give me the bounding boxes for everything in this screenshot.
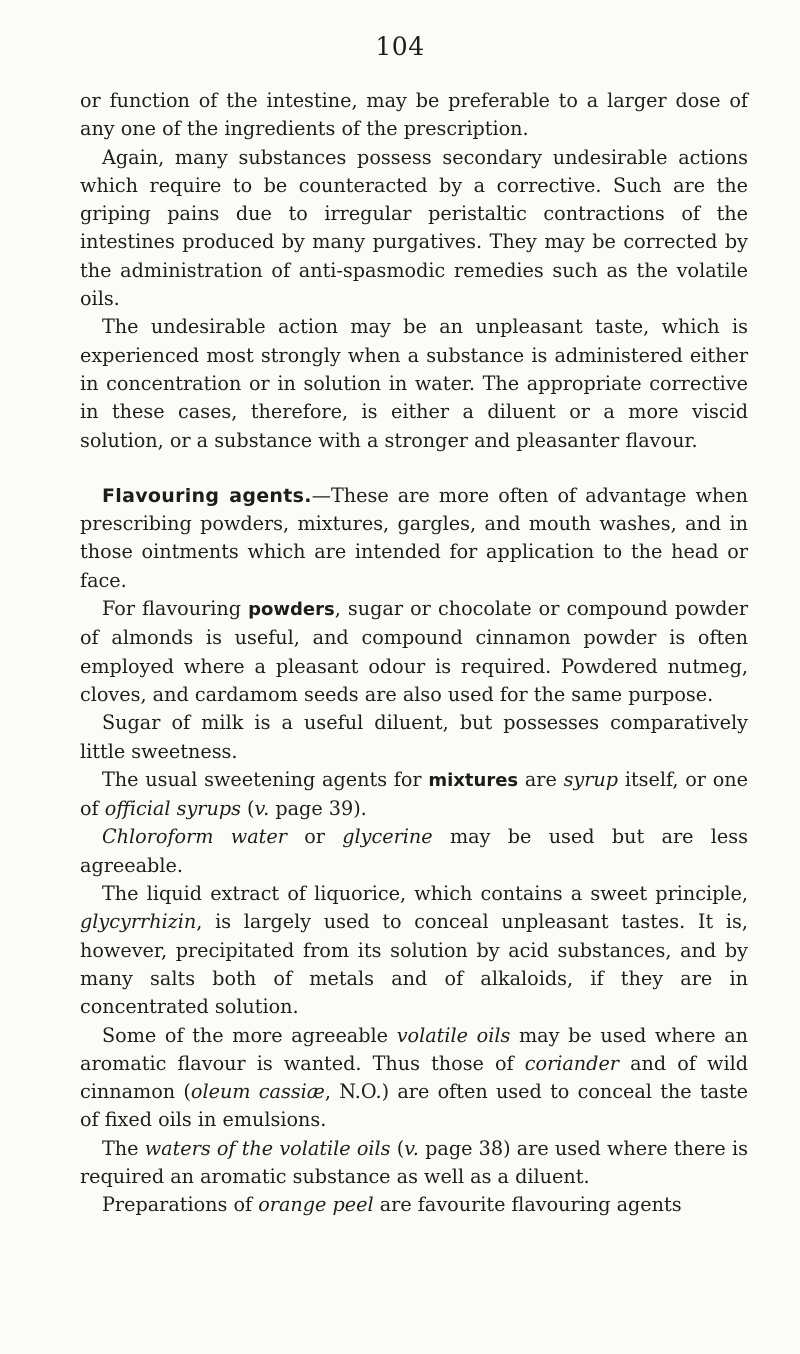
text-run: are favourite flavouring agents [373,1193,682,1217]
italic-term: v. [254,797,270,821]
paragraph-3: The undesirable action may be an unpleasant taste, which is experienced most strongly when a substance is administered either in concentration or in solution in water. The appropriate corrective in these cases, therefore, is either a diluent or a more viscid solution, or a substance with a stronger and pleasanter flavour. [80,315,748,452]
body-text [80,87,748,1220]
italic-term: glycyrrhizin [80,910,197,934]
italic-term: waters of the volatile oils [144,1136,391,1160]
text-run: itself, or one of [80,767,748,821]
italic-term: glycerine [342,825,433,849]
paragraph-orange-peel [80,1191,748,1219]
italic-term: oleum cassiæ [190,1080,325,1104]
text-run: may be used where an aromatic flavour is wanted. Thus those of [80,1023,749,1075]
keyword-mixtures: mixtures [428,769,519,791]
text-run: , sugar or chocolate or compound powder of almonds is useful, and compound cinnamon powder is often employed where a pleasant odour is required. Powdered nutmeg, cloves, and cardamom seeds are also used for the same purpose. [80,597,748,706]
italic-term: Chloroform water [102,825,287,849]
text-run: and of wild cinnamon ( [80,1051,749,1104]
text-run: are [518,767,564,791]
text-run: Some of the more agreeable [102,1023,397,1047]
paragraph-1: or function of the intestine, may be preferable to a larger dose of any one of the ingredients of the prescription. [80,89,748,141]
paragraph-liquorice [80,880,748,1021]
paragraph-flavouring-agents [80,482,748,595]
italic-term: orange peel [258,1193,374,1217]
italic-term: syrup [563,767,619,791]
text-run: ( [390,1136,405,1160]
italic-term: official syrups [104,797,241,821]
text-run: The liquid extract of liquorice, which contains a sweet principle, [102,882,748,906]
text-run: may be used but are less agreeable. [80,825,748,877]
paragraph-sugar-of-milk: Sugar of milk is a useful diluent, but possesses comparatively little sweetness. [80,711,748,763]
text-run: page 39). [269,797,367,821]
text-run: Preparations of [102,1193,259,1217]
paragraph-2: Again, many substances possess secondary undesirable actions which require to be counteracted by a corrective. Such are the griping pains due to irregular peristaltic contractions of the intestines produced by many purgatives. They may be corrected by the administration of anti-spasmodic remedies such as the volatile oils. [80,145,748,311]
paragraph-powders [80,595,748,709]
text-run: or [286,825,343,849]
text-run: The usual sweetening agents for [102,767,429,791]
paragraph-4-text: —These are more often of advantage when prescribing powders, mixtures, gargles, and mouth washes, and in those ointments which are intended for application to the head or face. [80,483,749,592]
text-run: For flavouring [102,597,249,621]
text-run: ( [240,797,255,821]
paragraph-waters [80,1135,748,1192]
text-run: , is largely used to conceal unpleasant tastes. It is, however, precipitated from its solution by acid substances, and by many salts both of metals and of alkaloids, if they are in concentrated solution. [80,910,748,1019]
paragraph-mixtures [80,766,748,824]
keyword-powders: powders [248,599,335,621]
italic-term: coriander [524,1051,619,1075]
text-run: page 38) are used where there is required an aromatic substance as well as a diluent. [80,1136,748,1188]
text-run: , N.O.) are often used to conceal the taste of fixed oils in emulsions. [80,1080,748,1132]
italic-term: v. [404,1136,419,1160]
paragraph-volatile-oils [80,1022,748,1135]
text-run: The [102,1136,145,1160]
italic-term: volatile oils [396,1023,511,1047]
paragraph-chloroform [80,823,748,880]
section-heading-flavouring-agents: Flavouring agents. [102,484,312,507]
page-number: 104 [375,32,425,61]
